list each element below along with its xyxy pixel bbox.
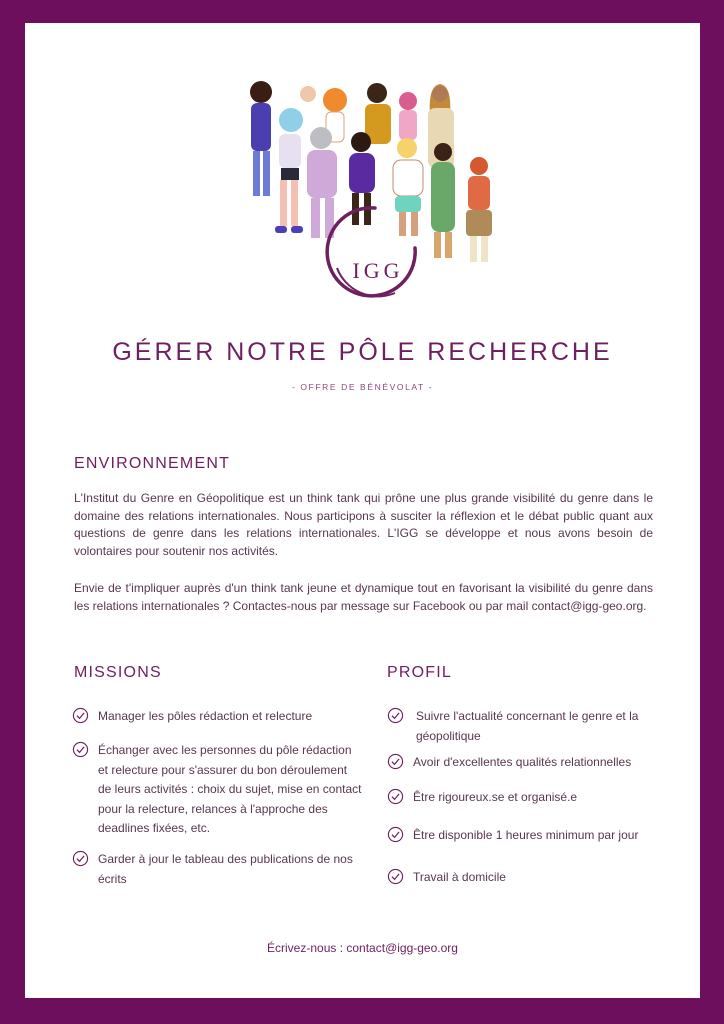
- mission-text: Manager les pôles rédaction et relecture: [98, 709, 313, 723]
- document-page: [25, 23, 700, 998]
- mission-item: [72, 741, 362, 839]
- page-title: GÉRER NOTRE PÔLE RECHERCHE: [112, 338, 613, 366]
- profil-item: [387, 868, 657, 888]
- check-circle-icon: [387, 707, 404, 724]
- profil-heading: PROFIL: [387, 664, 452, 681]
- check-circle-icon: [72, 741, 89, 758]
- mission-text: Échanger avec les personnes du pôle rédaction et relecture pour s'assurer du bon déroulement de leurs activités : choix du sujet, mise en contact pour la relecture, relances à l'approche des deadlines fixées, etc.: [98, 743, 362, 835]
- mission-item: [72, 707, 362, 727]
- environment-paragraph-2: Envie de t'impliquer auprès d'un think tank jeune et dynamique tout en favorisant la visibilité du genre dans les relations internationales ? Contactes-nous par message sur Facebook ou par mail contact@igg-geo.org.: [74, 581, 653, 613]
- profil-text: Avoir d'excellentes qualités relationnelles: [413, 755, 632, 769]
- footer-contact: Écrivez-nous : contact@igg-geo.org: [267, 941, 458, 955]
- logo-text: IGG: [352, 258, 404, 283]
- profil-text: Être rigoureux.se et organisé.e: [413, 790, 578, 804]
- check-circle-icon: [72, 707, 89, 724]
- profil-item: [387, 826, 657, 846]
- missions-heading: MISSIONS: [74, 664, 162, 681]
- profil-text: Être disponible 1 heures minimum par jour: [413, 828, 639, 842]
- mission-text: Garder à jour le tableau des publications de nos écrits: [98, 852, 353, 886]
- profil-item: [387, 707, 657, 746]
- environment-paragraph-1: L'Institut du Genre en Géopolitique est un think tank qui prône une plus grande visibilité du genre dans le domaine des relations internationales. Nous participons à susciter la réflexion et le débat public quant aux questions de genre dans les relations internationales. L'IGG se développe et nous avons besoin de volontaires pour soutenir nos activités.: [74, 491, 653, 558]
- check-circle-icon: [387, 826, 404, 843]
- environment-heading: ENVIRONNEMENT: [74, 455, 231, 472]
- profil-item: [387, 753, 657, 773]
- check-circle-icon: [387, 868, 404, 885]
- page-subtitle: - OFFRE DE BÉNÉVOLAT -: [291, 382, 434, 392]
- hero-illustration: [225, 68, 505, 328]
- check-circle-icon: [72, 850, 89, 867]
- check-circle-icon: [387, 753, 404, 770]
- check-circle-icon: [387, 788, 404, 805]
- profil-text: Travail à domicile: [413, 870, 506, 884]
- profil-text: Suivre l'actualité concernant le genre et la géopolitique: [416, 709, 639, 743]
- profil-item: [387, 788, 657, 808]
- mission-item: [72, 850, 362, 889]
